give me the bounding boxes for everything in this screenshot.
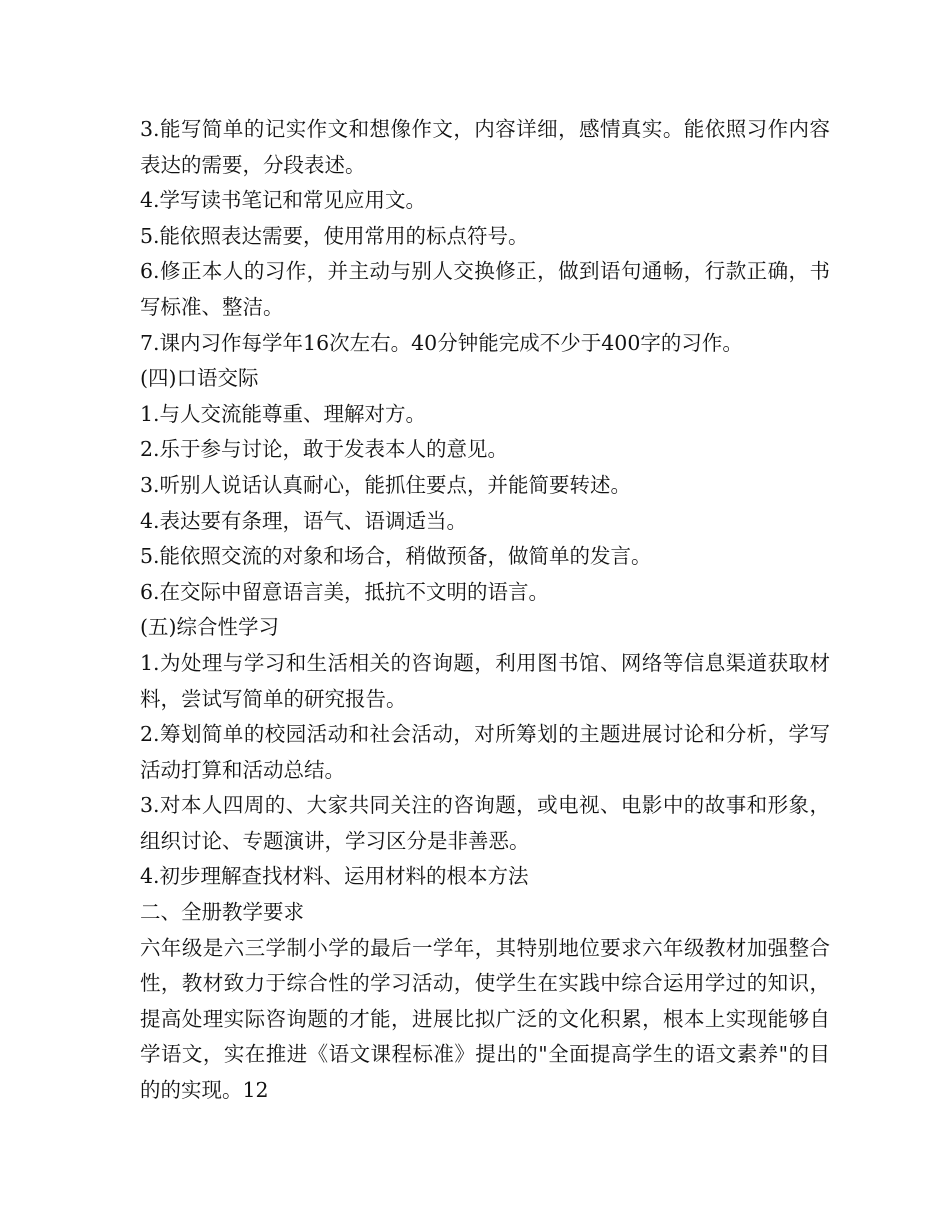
section-heading: (四)口语交际: [140, 366, 259, 391]
section-heading: (五)综合性学习: [140, 615, 279, 640]
paragraph: 3.对本人四周的、大家共同关注的咨询题，或电视、电影中的故事和形象，组织讨论、专题演讲，学习区分是非善恶。: [140, 793, 830, 853]
paragraph: 2.筹划简单的校园活动和社会活动，对所筹划的主题进展讨论和分析，学写活动打算和活动总结。: [140, 722, 830, 782]
paragraph: 5.能依照表达需要，使用常用的标点符号。: [140, 223, 529, 248]
paragraph: 5.能依照交流的对象和场合，稍做预备，做简单的发言。: [140, 544, 652, 569]
paragraph: 4.学写读书笔记和常见应用文。: [140, 188, 427, 213]
paragraph: 6.在交际中留意语言美，抵抗不文明的语言。: [140, 579, 550, 604]
paragraph: 3.听别人说话认真耐心，能抓住要点，并能简要转述。: [140, 472, 632, 497]
paragraph: 3.能写简单的记实作文和想像作文，内容详细，感情真实。能依照习作内容表达的需要，分段表述。: [140, 117, 830, 177]
paragraph: 7.课内习作每学年16次左右。40分钟能完成不少于400字的习作。: [140, 330, 743, 355]
paragraph: 6.修正本人的习作，并主动与别人交换修正，做到语句通畅，行款正确，书写标准、整洁。: [140, 259, 830, 319]
paragraph: 2.乐于参与讨论，敢于发表本人的意见。: [140, 437, 509, 462]
paragraph: 1.为处理与学习和生活相关的咨询题，利用图书馆、网络等信息渠道获取材料，尝试写简单的研究报告。: [140, 650, 830, 711]
document-body: [140, 112, 830, 1109]
paragraph: 六年级是六三学制小学的最后一学年，其特别地位要求六年级教材加强整合性，教材致力于综合性的学习活动，使学生在实践中综合运用学过的知识，提高处理实际咨询题的才能，进展比拟广泛的文化积累，根本上实现能够自学语文，实在推进《语文课程标准》提出的"全面提高学生的语文素养"的目的的实现。12: [140, 935, 830, 1103]
paragraph: 4.初步理解查找材料、运用材料的根本方法: [140, 864, 529, 889]
paragraph: 1.与人交流能尊重、理解对方。: [140, 401, 427, 426]
paragraph: 4.表达要有条理，语气、语调适当。: [140, 508, 468, 533]
section-heading: 二、全册教学要求: [140, 900, 304, 925]
